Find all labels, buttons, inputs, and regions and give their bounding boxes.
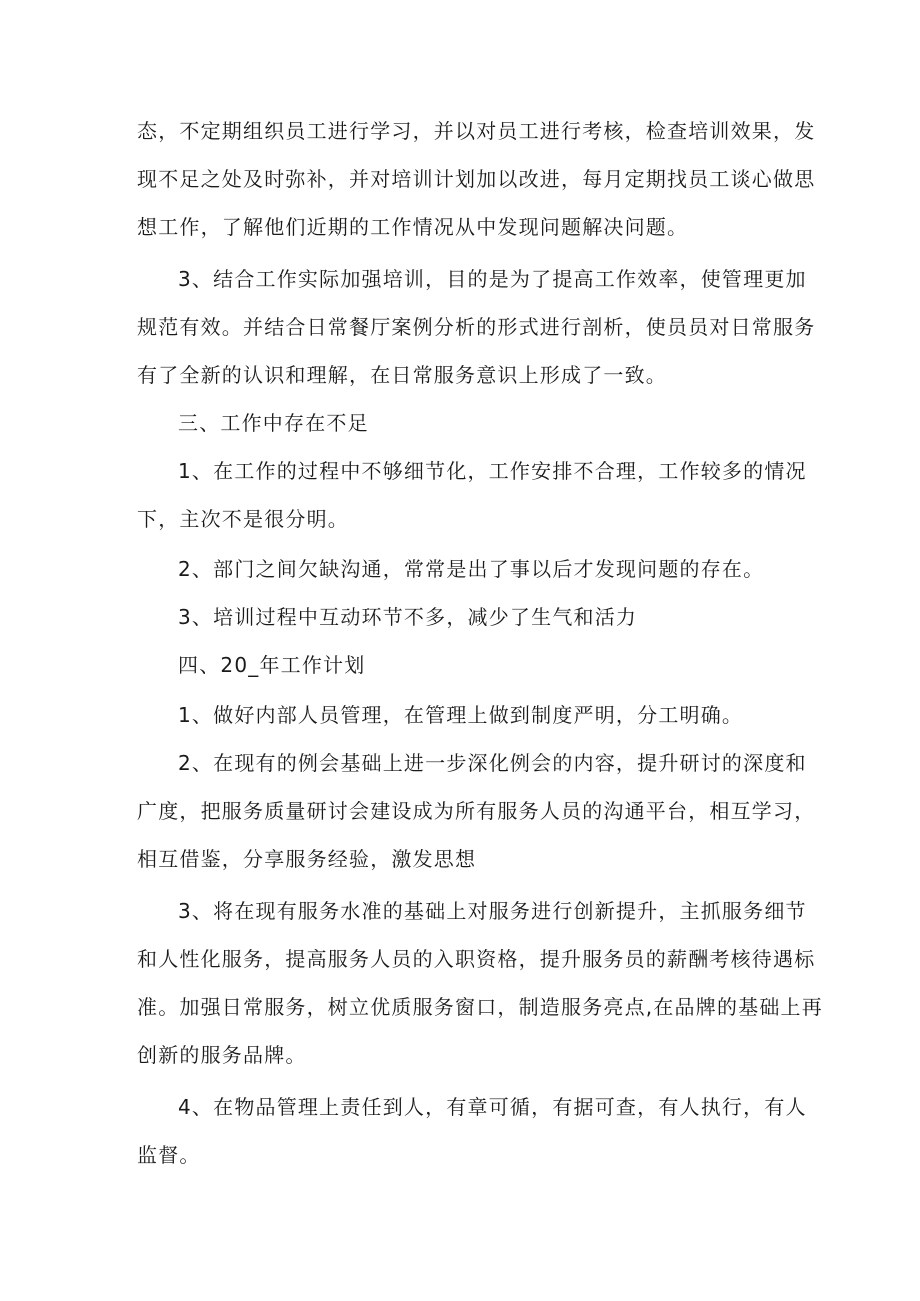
text-line: 4、在物品管理上责任到人，有章可循，有据可查，有人执行，有人 [178, 1095, 807, 1119]
text-line: 态，不定期组织员工进行学习，并以对员工进行考核，检查培训效果，发 [137, 119, 816, 143]
text-line: 1、在工作的过程中不够细节化，工作安排不合理，工作较多的情况 [178, 459, 807, 483]
text-line: 监督。 [137, 1143, 201, 1167]
text-line: 现不足之处及时弥补，并对培训计划加以改进，每月定期找员工谈心做思 [137, 167, 816, 191]
text-line: 3、培训过程中互动环节不多，减少了生气和活力 [178, 605, 638, 629]
text-line: 想工作，了解他们近期的工作情况从中发现问题解决问题。 [137, 215, 689, 239]
text-line: 下，主次不是很分明。 [137, 507, 349, 531]
text-line: 3、将在现有服务水准的基础上对服务进行创新提升，主抓服务细节 [178, 899, 807, 923]
text-line: 2、部门之间欠缺沟通，常常是出了事以后才发现问题的存在。 [178, 557, 765, 581]
text-line: 3、结合工作实际加强培训，目的是为了提高工作效率，使管理更加 [178, 267, 807, 291]
text-line: 有了全新的认识和理解，在日常服务意识上形成了一致。 [137, 363, 667, 387]
text-line: 相互借鉴，分享服务经验，激发思想 [137, 847, 477, 871]
text-line: 创新的服务品牌。 [137, 1043, 307, 1067]
section-heading: 三、工作中存在不足 [178, 411, 369, 435]
text-line: 和人性化服务，提高服务人员的入职资格，提升服务员的薪酬考核待遇标 [137, 947, 816, 971]
text-line: 广度，把服务质量研讨会建设成为所有服务人员的沟通平台，相互学习， [137, 799, 816, 823]
text-line: 2、在现有的例会基础上进一步深化例会的内容，提升研讨的深度和 [178, 751, 807, 775]
text-line: 1、做好内部人员管理，在管理上做到制度严明，分工明确。 [178, 703, 744, 727]
text-line: 准。加强日常服务，树立优质服务窗口，制造服务亮点,在品牌的基础上再 [137, 995, 823, 1019]
text-line: 规范有效。并结合日常餐厅案例分析的形式进行剖析，使员员对日常服务 [137, 315, 816, 339]
section-heading: 四、20_年工作计划 [178, 653, 366, 677]
